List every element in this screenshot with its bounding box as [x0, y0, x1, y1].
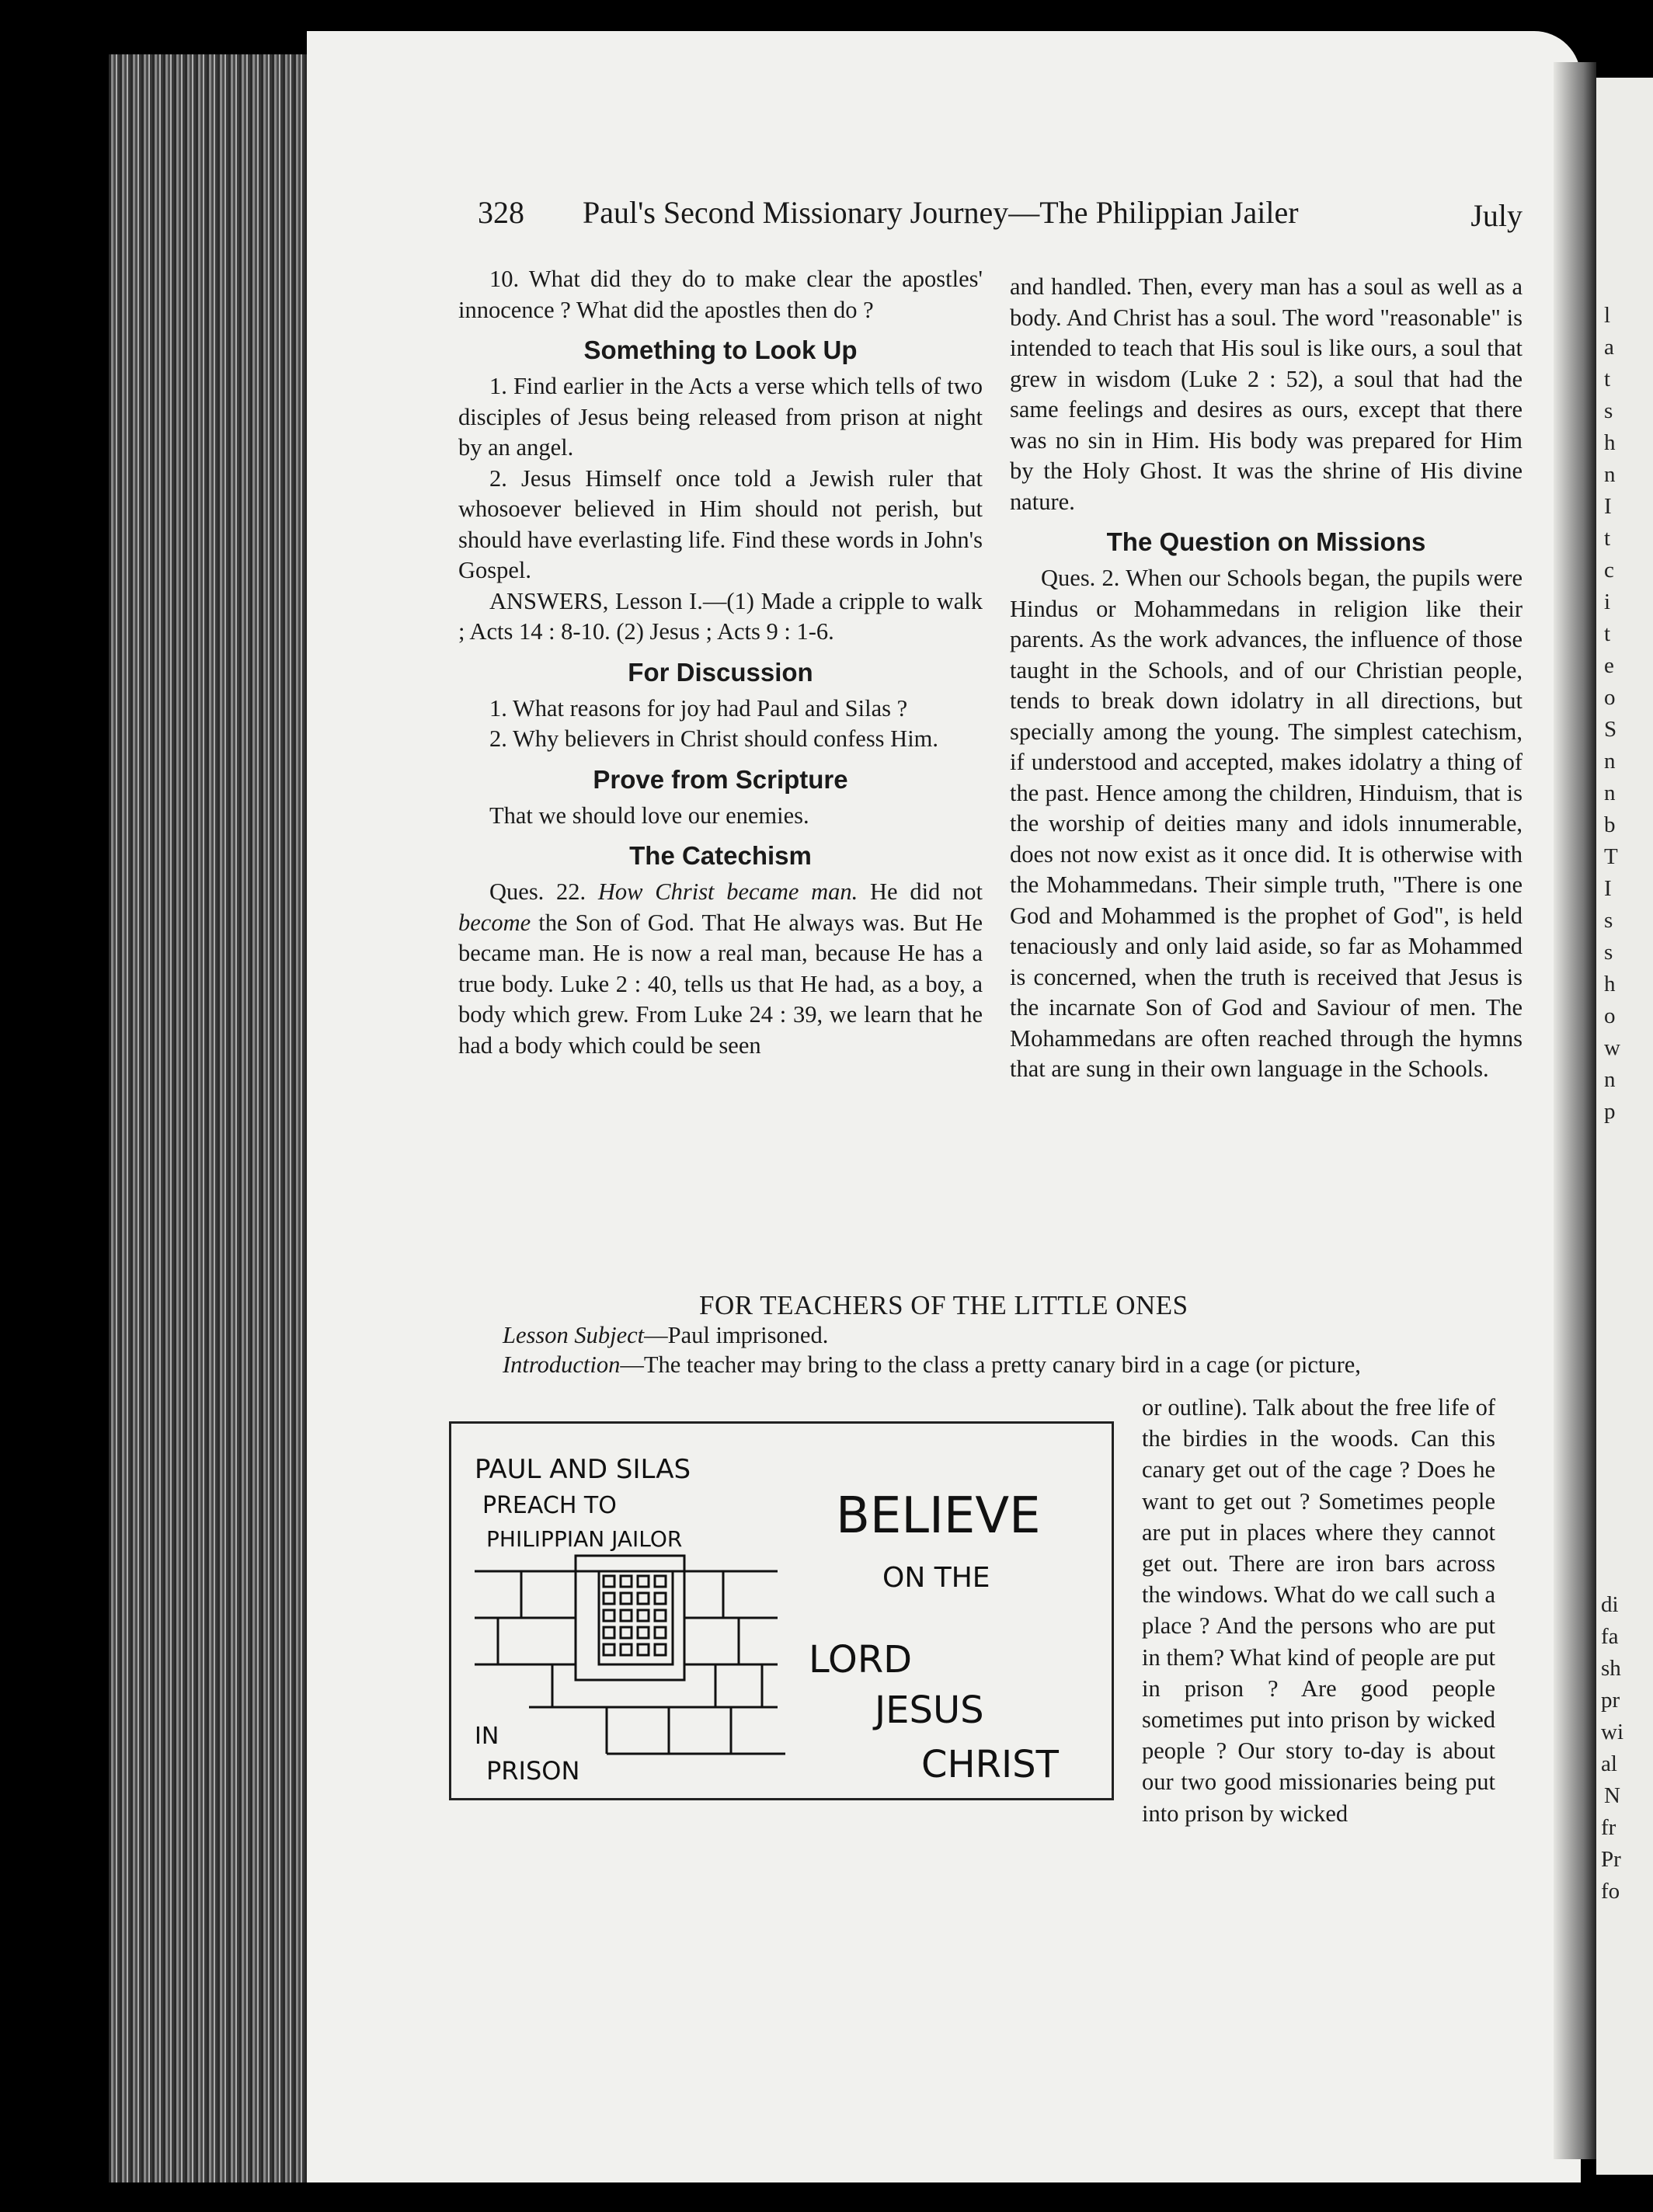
window-bar-cell [604, 1576, 614, 1587]
catechism-heading: The Catechism [629, 841, 812, 870]
next-page-fragment: sh [1601, 1656, 1621, 1681]
next-page-fragment: I [1604, 494, 1612, 519]
next-page-fragment: i [1604, 590, 1611, 614]
page-number: 328 [478, 195, 524, 230]
next-page-fragment: t [1604, 621, 1611, 646]
introduction-label: Introduction [503, 1351, 621, 1378]
next-page-fragment: I [1604, 876, 1612, 901]
lesson-subject-label: Lesson Subject [503, 1322, 645, 1348]
next-page-fragment: fo [1601, 1879, 1620, 1904]
next-page-fragment: N [1604, 1783, 1620, 1808]
look-up-item-1: 1. Find earlier in the Acts a verse which tells of two disciples of Jesus being released from prison at night by an angel. [458, 373, 983, 461]
board-christ: CHRIST [921, 1743, 1059, 1786]
next-page-fragment: al [1601, 1751, 1617, 1776]
blackboard-illustration [449, 1421, 1114, 1800]
window-bar-cell [604, 1627, 614, 1638]
next-page-fragment: o [1604, 685, 1616, 710]
question-10: 10. What did they do to make clear the apostles' innocence ? What did the apostles then do ? [458, 266, 983, 323]
catechism-emphasis: become [458, 909, 531, 936]
window-bar-cell [621, 1644, 632, 1655]
next-page-fragment: h [1604, 430, 1616, 455]
window-bar-cell [604, 1593, 614, 1604]
window-bar-cell [638, 1627, 649, 1638]
board-line-1: PAUL AND SILAS [475, 1454, 691, 1485]
header-month: July [1470, 198, 1522, 233]
next-page-fragment: pr [1601, 1688, 1620, 1713]
running-header [478, 194, 1522, 241]
next-page-fragment: n [1604, 749, 1616, 774]
catechism-text-a: He did not [870, 878, 983, 905]
board-in: IN [475, 1723, 499, 1750]
discussion-heading: For Discussion [628, 657, 813, 687]
next-page-fragment: Pr [1601, 1847, 1621, 1872]
next-page-fragment: wi [1601, 1720, 1623, 1744]
window-bar-cell [621, 1627, 632, 1638]
window-bar-cell [655, 1610, 666, 1621]
window-bar-cell [638, 1610, 649, 1621]
discussion-item-1: 1. What reasons for joy had Paul and Silas ? [489, 694, 908, 722]
next-page-fragment: n [1604, 781, 1616, 805]
next-page-fragment: w [1604, 1035, 1620, 1060]
board-line-3: PHILIPPIAN JAILOR [486, 1526, 683, 1552]
page-title: Paul's Second Missionary Journey—The Philippian Jailer [583, 195, 1299, 230]
next-page-fragment: n [1604, 1067, 1616, 1092]
window-bar-cell [638, 1593, 649, 1604]
window-bar-cell [655, 1576, 666, 1587]
window-bar-cell [655, 1593, 666, 1604]
window-bar-cell [604, 1644, 614, 1655]
next-page-fragment: t [1604, 367, 1611, 391]
catechism-continued: and handled. Then, every man has a soul as well as a body. And Christ has a soul. The word "reasonable" is intended to teach that His soul is like ours, a soul that grew in wisdom (Luke 2 : 52), a soul that had the same feelings and desires as ours, except that there was no sin in Him. His body was prepared for Him by the Holy Ghost. It was the shrine of His divine nature. [1010, 273, 1522, 515]
board-prison: PRISON [486, 1756, 580, 1786]
answers: ANSWERS, Lesson I.—(1) Made a cripple to walk ; Acts 14 : 8-10. (2) Jesus ; Acts 9 : 1-6. [458, 587, 983, 645]
missions-text: Ques. 2. When our Schools began, the pupils were Hindus or Mohammedans in religion like their parents. As the work advances, the influence of those taught in the Schools, and of our Christian people, tends to break down idolatry in all directions, but specially among the young. The simplest catechism, if understood and accepted, makes idolatry a thing of the past. Hence among the children, Hinduism, that is the worship of deities many and idols innumerable, does not now exist as it once did. It is otherwise with the Mohammedans. Their simple truth, "There is one God and Mohammed is the prophet of God", is held tenaciously and only laid aside, so far as Mohammed is concerned, when the truth is received that Jesus is the incarnate Son of God and Saviour of men. The Mohammedans are often reached through the hymns that are sung in their own language in the Schools. [1010, 565, 1522, 1082]
next-page-fragment: l [1604, 303, 1611, 328]
next-page-fragment: n [1604, 462, 1616, 487]
look-up-item-2: 2. Jesus Himself once told a Jewish ruler that whosoever believed in Him should not perish, but should have everlasting life. Find these words in John's Gospel. [458, 464, 983, 583]
next-page-fragment: a [1604, 335, 1614, 360]
teachers-heading: FOR TEACHERS OF THE LITTLE ONES [699, 1290, 1188, 1320]
next-page-fragment: fr [1601, 1815, 1616, 1840]
window-bar-cell [621, 1610, 632, 1621]
board-lord: LORD [809, 1638, 913, 1682]
next-page-fragment: s [1604, 398, 1613, 423]
next-page-fragment: S [1604, 717, 1617, 742]
window-bar-cell [638, 1576, 649, 1587]
catechism-text [458, 877, 983, 1061]
window-bar-cell [621, 1576, 632, 1587]
discussion-item-2: 2. Why believers in Christ should confess Him. [489, 725, 939, 752]
next-page-fragment: p [1604, 1099, 1616, 1124]
blackboard-drawing [451, 1424, 1112, 1798]
next-page-fragment: fa [1601, 1624, 1619, 1649]
catechism-text-b: the Son of God. That He always was. But He became man. He is now a real man, because He has a true body. Luke 2 : 40, tells us that He had, as a boy, a body which grew. From Luke 24 : 39, we learn that he had a body which could be seen [458, 909, 983, 1059]
book-gutter [1554, 62, 1596, 2159]
next-page-fragment: c [1604, 558, 1614, 583]
next-page-fragment: s [1604, 908, 1613, 933]
missions-heading: The Question on Missions [1106, 527, 1426, 556]
introduction [451, 1350, 1522, 1379]
teachers-section [451, 1291, 1522, 1379]
board-believe: BELIEVE [836, 1487, 1041, 1545]
window-bar-cell [638, 1644, 649, 1655]
board-on-the: ON THE [882, 1562, 990, 1594]
book-page-edges [109, 54, 311, 2182]
left-column [458, 264, 983, 1061]
introduction-text: —The teacher may bring to the class a pretty canary bird in a cage (or picture, [620, 1351, 1361, 1378]
window-bar-cell [655, 1644, 666, 1655]
catechism-question: How Christ became man. [597, 878, 858, 905]
scripture-heading: Prove from Scripture [593, 764, 848, 794]
window-bar-cell [621, 1593, 632, 1604]
right-column [1010, 272, 1522, 1085]
next-page-fragment: T [1604, 844, 1618, 869]
next-page-fragment: di [1601, 1592, 1619, 1617]
board-line-2: PREACH TO [482, 1492, 617, 1519]
next-page-edge [1596, 78, 1653, 2175]
look-up-heading: Something to Look Up [583, 336, 858, 364]
scripture-text: That we should love our enemies. [489, 802, 809, 829]
window-bar-cell [655, 1627, 666, 1638]
window-bars [604, 1576, 666, 1655]
board-jesus: JESUS [875, 1689, 984, 1732]
lesson-subject [451, 1320, 1522, 1350]
introduction-continued [1142, 1392, 1495, 1829]
window-bar-cell [604, 1610, 614, 1621]
introduction-body: or outline). Talk about the free life of the birdies in the woods. Can this canary get out of the cage ? Does he want to get out ? Sometimes people are put in places where they cannot get out. There are iron bars across the windows. What do we call such a place ? And the persons who are put in them? What kind of people are put in prison ? Are good people sometimes put into prison by wicked people ? Our story to-day is about our two good missionaries being put into prison by wicked [1142, 1394, 1495, 1827]
next-page-fragment: o [1604, 1003, 1616, 1028]
lesson-subject-text: —Paul imprisoned. [644, 1322, 829, 1348]
next-page-fragment: t [1604, 526, 1611, 551]
next-page-fragment: e [1604, 653, 1614, 678]
catechism-question-number: Ques. 22. [489, 878, 586, 905]
next-page-fragment: b [1604, 812, 1616, 837]
next-page-fragment: s [1604, 940, 1613, 965]
next-page-fragment: h [1604, 972, 1616, 996]
